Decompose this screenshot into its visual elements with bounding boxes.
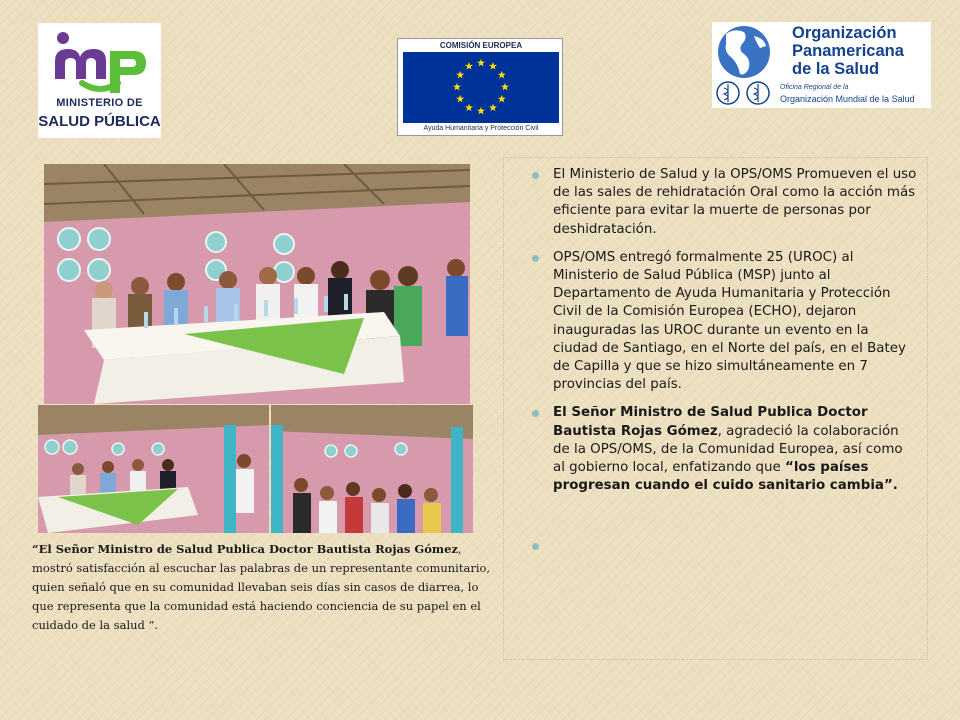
bullet-3-bold: El Señor Ministro de Salud Publica Doctor Bautista Rojas Gómez [553,405,868,439]
bullet-item-2 [512,249,917,395]
eu-star-icon [477,107,485,115]
text-panel [503,157,928,660]
bullet-item-3 [512,404,917,495]
eu-star-icon [465,62,473,70]
ops-logo-name [792,24,904,78]
photo-caption [32,540,492,635]
eu-star-icon [489,104,497,112]
meeting-photo-icon [44,164,470,404]
ops-logo [712,22,931,108]
americas-globe-icon [714,24,788,80]
bullet-item-empty [512,537,917,555]
eu-logo [397,38,563,136]
eu-logo-title: COMISIÓN EUROPEA [439,41,523,50]
bullet-3-quote: “los países progresan cuando el cuido sanitario cambia”. [553,460,898,494]
eu-star-icon [456,71,464,79]
eu-star-icon [498,95,506,103]
eu-star-icon [465,104,473,112]
eu-star-icon [501,83,509,91]
caption-text: , mostró satisfacción al escuchar las palabras de un representante comunitario, quien señaló que en su comunidad llevaban seis días sin casos de diarrea, lo que representa que la comunidad está haciendo conciencia de su papel en el cuidado de la salud ”. [32,542,491,632]
ops-name-line1: Organización [792,24,897,42]
ops-name-line2: Panamericana [792,42,904,60]
eu-star-icon [498,71,506,79]
eu-logo-subtitle: Ayuda Humanitaria y Protección Civil [423,125,539,132]
bullet-dot-icon [532,255,539,262]
eu-star-icon [453,83,461,91]
bullet-3-text: , agradeció la colaboración de la OPS/OMS, de la Comunidad Europea, así como al gobierno local, enfatizando que [553,423,903,476]
caption-bold: “El Señor Ministro de Salud Publica Doctor Bautista Rojas Gómez [32,542,458,556]
bullet-dot-icon [532,410,539,417]
msp-logo-line2: SALUD PÚBLICA [38,113,161,130]
msp-logo-line1: MINISTERIO DE [56,97,143,109]
bullet-text-2: OPS/OMS entregó formalmente 25 (UROC) al Ministerio de Salud Pública (MSP) junto al Departamento de Ayuda Humanitaria y Protección Civil de la Comisión Europea (ECHO), dejaron inauguradas las UROC durante un evento en la ciudad de Santiago, en el Norte del país, en el Batey de Capilla y que se hizo simultáneamente en 7 provincias del país. [553,249,906,393]
bullet-list [512,166,917,555]
audience-photo [271,405,473,533]
paho-who-emblems-icon [714,80,778,106]
bullet-text-1: El Ministerio de Salud y la OPS/OMS Promueven el uso de las sales de rehidratación Oral como la acción más eficiente para evitar la muerte de personas por deshidratación. [553,167,917,237]
eu-star-icon [477,59,485,67]
bullet-item-1 [512,166,917,239]
audience-photo-icon [271,405,473,533]
ops-office-line1: Oficina Regional de la [780,84,849,91]
bullet-dot-icon [532,172,539,179]
eu-flag [403,52,559,123]
msp-logo-mark [52,31,148,97]
ops-office-line2: Organización Mundial de la Salud [780,94,915,104]
eu-star-icon [456,95,464,103]
eu-star-icon [489,62,497,70]
meeting-photo-left [38,405,269,533]
bullet-dot-icon [532,543,539,550]
msp-logo [38,23,161,138]
meeting-photo-icon [38,405,269,533]
ops-name-line3: de la Salud [792,60,880,78]
meeting-photo-main [44,164,470,404]
eu-stars-icon [403,52,559,123]
